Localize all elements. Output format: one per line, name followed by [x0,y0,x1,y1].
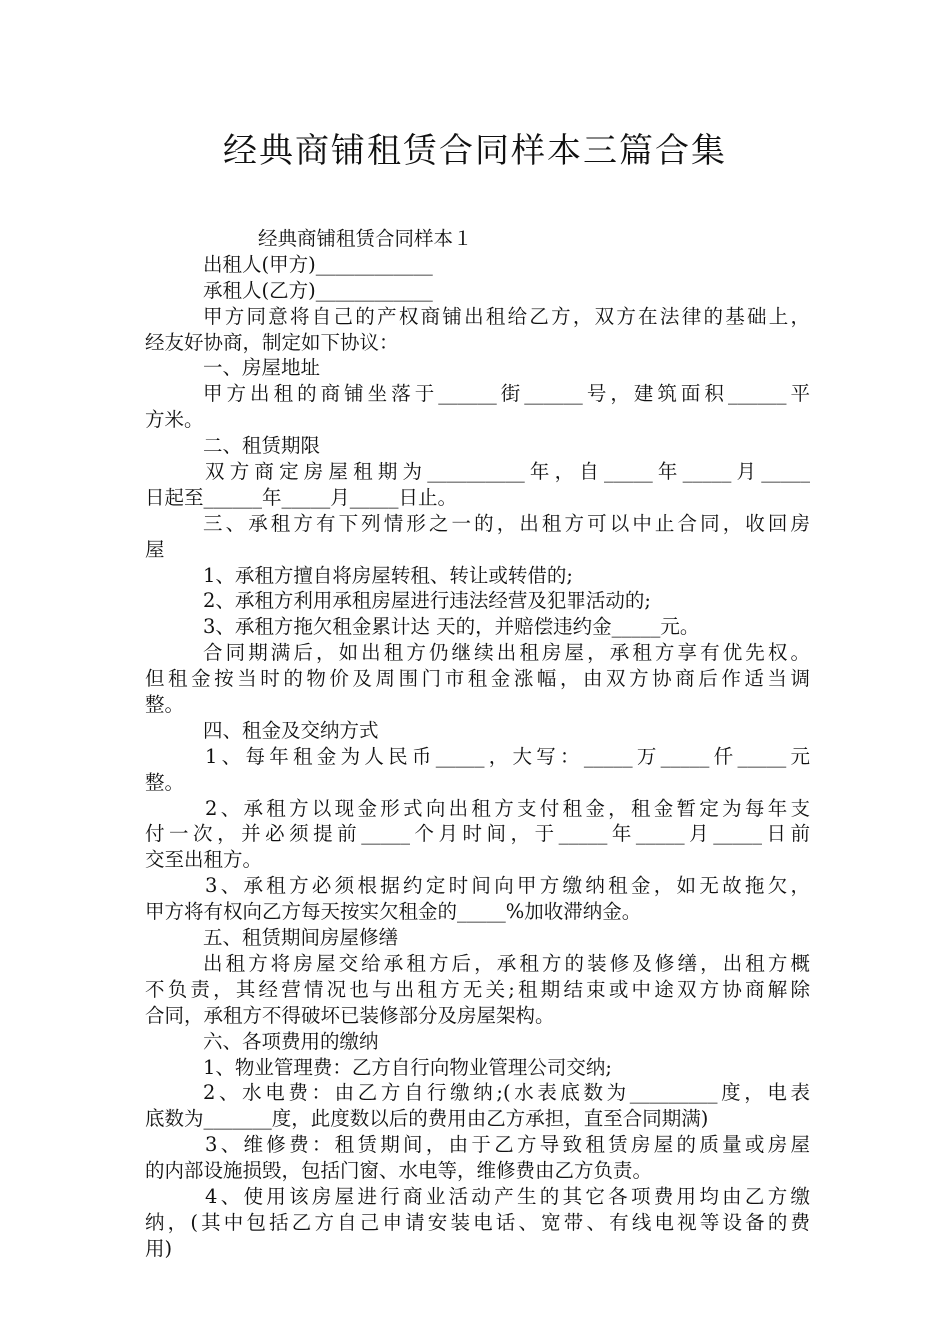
text-line: 甲方同意将自己的产权商铺出租给乙方，双方在法律的基础上， [203,304,810,328]
text-line: 2、水电费：由乙方自行缴纳;(水表底数为_________度，电表 [203,1081,810,1105]
text-line: 3、维修费：租赁期间，由于乙方导致租赁房屋的质量或房屋 [205,1133,810,1157]
text-line: 用) [145,1236,173,1260]
text-line: 3、承租方必须根据约定时间向甲方缴纳租金，如无故拖欠， [205,874,810,898]
text-line: 合同期满后，如出租方仍继续出租房屋，承租方享有优先权。 [203,641,810,665]
text-line: 1、承租方擅自将房屋转租、转让或转借的; [203,563,573,587]
text-line: 的内部设施损毁，包括门窗、水电等，维修费由乙方负责。 [145,1159,653,1183]
text-line: 三、承租方有下列情形之一的，出租方可以中止合同，收回房 [203,511,810,535]
text-line: 纳，(其中包括乙方自己申请安装电话、宽带、有线电视等设备的费 [145,1210,810,1234]
text-line: 双方商定房屋租期为__________年，自_____年_____月_____ [205,460,810,484]
text-line: 出租方将房屋交给承租方后，承租方的装修及修缮，出租方概 [203,951,810,975]
text-line: 经典商铺租赁合同样本１ [258,227,473,250]
text-line: 1、每年租金为人民币_____，大写：_____万_____仟_____元 [205,744,810,768]
text-line: 经友好协商，制定如下协议： [145,330,399,354]
text-line: 承租人(乙方)____________ [203,278,433,302]
document-body [145,226,810,1262]
text-line: 屋 [145,537,165,561]
text-line: 甲方出租的商铺坐落于______街______号，建筑面积______平 [203,382,810,406]
document-title: 经典商铺租赁合同样本三篇合集 [223,131,727,171]
text-line: 1、物业管理费：乙方自行向物业管理公司交纳; [203,1055,612,1079]
text-line: 2、承租方以现金形式向出租方支付租金，租金暂定为每年支 [205,796,810,820]
text-line: 二、租赁期限 [203,434,321,458]
text-line: 但租金按当时的物价及周围门市租金涨幅，由双方协商后作适当调 [145,667,810,691]
text-line: 一、房屋地址 [203,356,321,380]
text-line: 付一次，并必须提前_____个月时间，于_____年_____月_____日前 [145,822,810,846]
text-line: 五、租赁期间房屋修缮 [203,926,399,950]
text-line: 四、租金及交纳方式 [203,718,379,742]
text-line: 4、使用该房屋进行商业活动产生的其它各项费用均由乙方缴 [205,1184,810,1208]
text-line: 方米。 [145,408,204,432]
text-line: 整。 [145,770,185,794]
text-line: 甲方将有权向乙方每天按实欠租金的_____%加收滞纳金。 [145,900,642,924]
text-line: 交至出租方。 [145,848,263,872]
text-line: 底数为_______度，此度数以后的费用由乙方承担，直至合同期满) [145,1107,709,1131]
text-line: 不负责，其经营情况也与出租方无关;租期结束或中途双方协商解除 [145,977,810,1001]
text-line: 整。 [145,693,185,717]
text-line: 六、各项费用的缴纳 [203,1029,379,1053]
text-line: 出租人(甲方)____________ [203,252,433,276]
text-line: 日起至______年_____月_____日止。 [145,485,458,509]
text-line: 合同，承租方不得破坏已装修部分及房屋架构。 [145,1003,555,1027]
text-line: 2、承租方利用承租房屋进行违法经营及犯罪活动的; [203,589,651,613]
text-line: 3、承租方拖欠租金累计达 天的，并赔偿违约金_____元。 [203,615,700,639]
